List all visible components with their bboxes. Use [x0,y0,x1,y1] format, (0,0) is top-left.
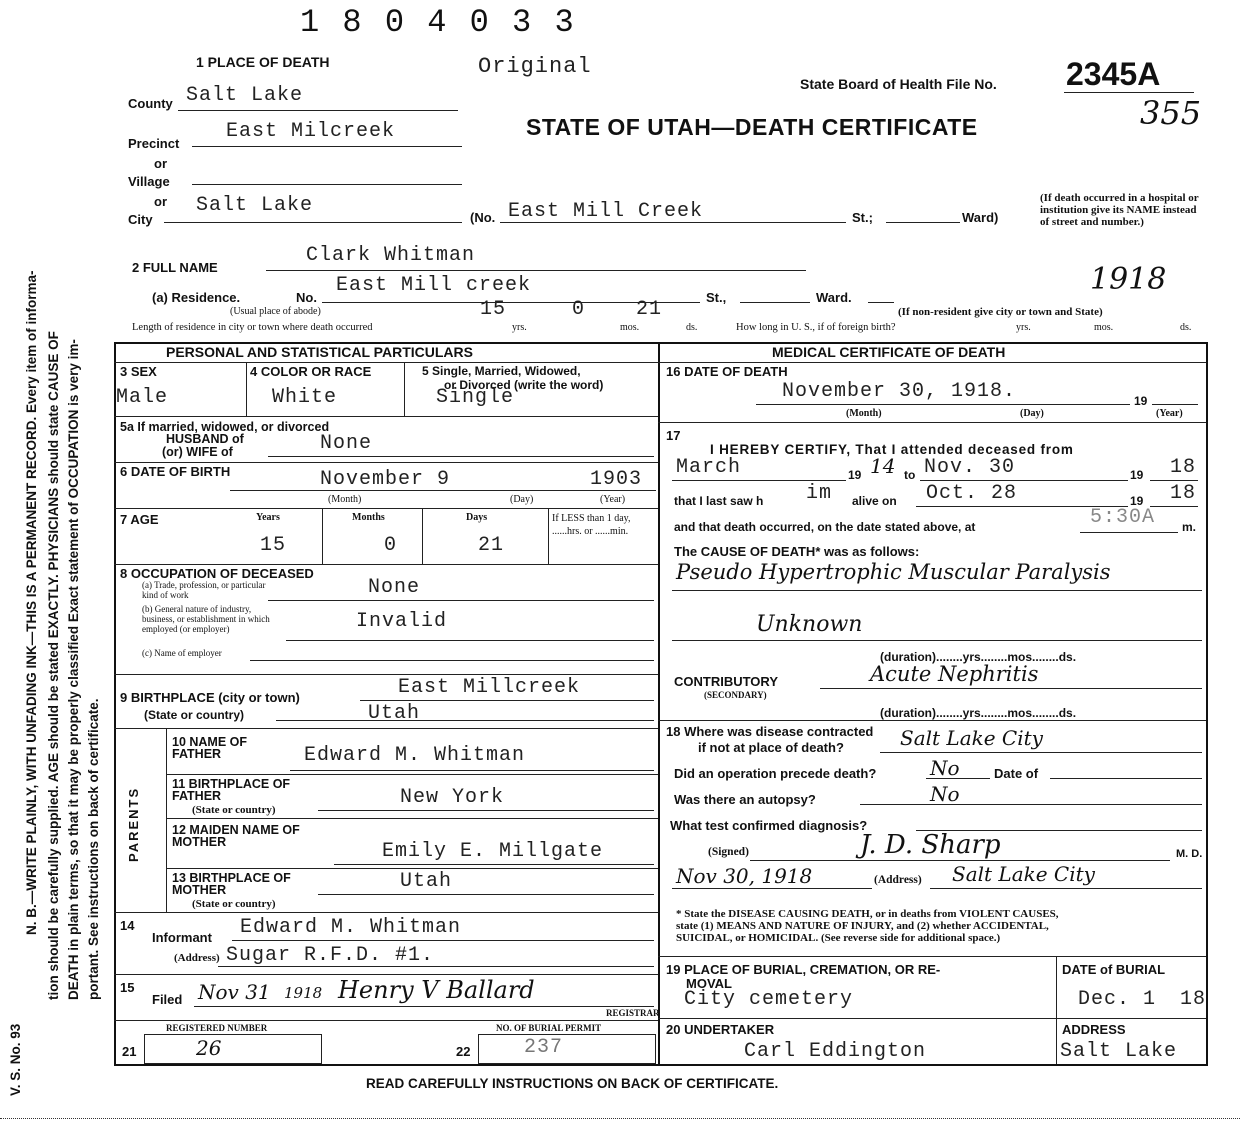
occupation-c-label: (c) Name of employer [142,648,222,658]
age-years-caption: Years [256,512,280,523]
date-of-death-value: November 30, 1918. [782,380,1017,403]
usual-place-caption: (Usual place of abode) [230,306,321,317]
father-label: 10 NAME OF FATHER [172,735,248,761]
city-label: City [128,212,153,227]
death-occurred-label: and that death occurred, on the date stated above, at [674,520,976,534]
from-19: 19 [848,468,862,482]
occupation-b-label: (b) General nature of industry, business, or establishment in which employed (or employer) [142,604,270,634]
undertaker-address-value: Salt Lake [1060,1040,1178,1063]
physician-signature: J. D. Sharp [860,830,1001,860]
cause-duration-line: (duration)........yrs........mos........ds. [880,650,1077,664]
contracted-label-2: if not at place of death? [698,740,844,755]
dob-year-caption: (Year) [600,494,626,505]
father-birthplace-label: 11 BIRTHPLACE OF FATHER [172,777,291,803]
father-value: Edward M. Whitman [304,744,526,767]
personal-heading: PERSONAL AND STATISTICAL PARTICULARS [166,344,473,360]
sidebar-instruction-line2: tion should be carefully supplied. AGE should be stated EXACTLY. PHYSICIANS should state CAUSE OF [46,331,61,1000]
residence-st-label: St., [706,290,727,305]
attended-from-year: 14 [870,454,896,478]
date-19: 19 [1134,394,1148,408]
burial-permit-label: NO. OF BURIAL PERMIT [496,1023,602,1033]
spouse-value: None [320,432,373,455]
item-17-label: 17 [666,428,681,443]
father-birthplace-caption: (State or country) [192,804,276,816]
informant-value: Edward M. Whitman [240,916,462,939]
margin-note: 355 [1140,94,1202,132]
age-days-caption: Days [466,512,488,523]
occupation-label: 8 OCCUPATION OF DECEASED [120,566,314,581]
autopsy-value: No [930,782,960,806]
time-m-label: m. [1182,520,1197,534]
attended-to: Nov. 30 [924,456,1016,479]
spouse-label-1: 5a If married, widowed, or divorced [120,420,330,434]
death-time: 5:30A [1090,506,1156,529]
occupation-a-label: (a) Trade, profession, or particular kind of work [142,580,266,600]
spouse-label-3: (or) WIFE of [162,445,233,459]
birthplace-state-label: (State or country) [144,708,245,722]
informant-address-label: (Address) [174,952,220,964]
test-label: What test confirmed diagnosis? [670,818,868,833]
us-ds-caption: ds. [1180,322,1192,333]
or-label-1: or [154,156,167,171]
length-days: 21 [636,298,663,321]
operation-value: No [930,756,960,780]
nonresident-note: (If non-resident give city or town and State) [898,306,1103,318]
footer-instructions: READ CAREFULLY INSTRUCTIONS ON BACK OF CERTIFICATE. [366,1076,779,1091]
sidebar-instruction-line1: N. B.—WRITE PLAINLY, WITH UNFADING INK—THIS IS A PERMANENT RECORD. Every item of informa- [24,270,39,935]
residence-label: (a) Residence. [152,290,241,305]
undertaker-value: Carl Eddington [744,1040,927,1063]
death-month-caption: (Month) [846,408,882,419]
undertaker-address-label: ADDRESS [1062,1022,1126,1037]
informant-number: 14 [120,918,135,933]
contracted-label-1: 18 Where was disease contracted [666,724,874,739]
length-ds-caption: ds. [686,322,698,333]
registered-number-value: 26 [196,1036,222,1060]
length-residence-label: Length of residence in city or town where death occurred [132,322,373,333]
us-yrs-caption: yrs. [1016,322,1031,333]
age-years: 15 [260,534,287,557]
registrar-signature: Henry V Ballard [338,976,535,1004]
sidebar-instruction-line4: portant. See instructions on back of certificate. [86,698,101,1000]
mother-label: 12 MAIDEN NAME OF MOTHER [172,823,300,849]
how-long-us-label: How long in U. S., if of foreign birth? [736,322,896,333]
certificate-title: STATE OF UTAH—DEATH CERTIFICATE [526,114,978,140]
spouse-label-2: HUSBAND of [166,432,244,446]
city-value: Salt Lake [196,194,314,217]
birthplace-city: East Millcreek [398,676,581,699]
dob-month-caption: (Month) [328,494,362,505]
hospital-note: (If death occurred in a hospital or institution give its NAME instead of street and number.) [1040,192,1199,228]
signed-date: Nov 30, 1918 [676,864,813,888]
last-saw-date: Oct. 28 [926,482,1018,505]
occupation-b-value: Invalid [356,610,448,633]
registrar-caption: REGISTRAR [606,1008,660,1018]
informant-address: Sugar R.F.D. #1. [226,944,435,967]
cause-duration: Unknown [756,612,863,637]
marital-label-2: or Divorced (write the word) [444,378,604,392]
file-number-label: State Board of Health File No. [800,76,997,92]
us-mos-caption: mos. [1094,322,1114,333]
filed-year: 1918 [284,984,323,1002]
operation-label: Did an operation precede death? [674,766,877,781]
color-value: White [272,386,338,409]
residence-ward-label: Ward. [816,290,852,305]
street-st-label: St.; [852,210,873,225]
physician-address-label: (Address) [874,874,922,886]
last-saw-label: that I last saw h [674,494,764,508]
alive-on-label: alive on [852,494,897,508]
full-name-label: 2 FULL NAME [132,260,218,275]
informant-label: Informant [152,930,212,945]
dob-year: 1903 [590,468,643,491]
burial-date-label: DATE of BURIAL [1062,962,1166,977]
cause-label: The CAUSE OF DEATH* was as follows: [674,544,920,559]
village-label: Village [128,174,170,189]
burial-date-value: Dec. 1 [1078,988,1157,1011]
dob-day-caption: (Day) [510,494,534,505]
birthplace-label: 9 BIRTHPLACE (city or town) [120,690,300,705]
cause-value: Pseudo Hypertrophic Muscular Paralysis [676,560,1111,584]
to-19: 19 [1130,468,1144,482]
burial-label-2: MOVAL [686,976,732,991]
contracted-value: Salt Lake City [900,726,1043,750]
signed-label: (Signed) [708,846,749,858]
footnote-line3: SUICIDAL, or HOMICIDAL. (See reverse side for additional space.) [676,932,1001,944]
residence-no-label: No. [296,290,317,305]
autopsy-label: Was there an autopsy? [674,792,816,807]
burial-place-value: City cemetery [684,988,854,1011]
footnote-line1: * State the DISEASE CAUSING DEATH, or in deaths from VIOLENT CAUSES, [676,908,1059,920]
mother-birthplace-label: 13 BIRTHPLACE OF MOTHER [172,871,291,897]
place-of-death-label: 1 PLACE OF DEATH [196,54,330,70]
residence-value: East Mill creek [336,274,532,297]
stamp-number: 1 8 0 4 0 3 3 [300,4,576,41]
age-days: 21 [478,534,505,557]
registered-number-box: 21 [122,1044,137,1059]
medical-heading: MEDICAL CERTIFICATE OF DEATH [772,344,1006,360]
sex-value: Male [116,386,169,409]
sidebar-instruction-line3: DEATH in plain terms, so that it may be properly classified Exact statement of OCCUPATION is very im- [66,339,81,1000]
attended-to-year: 18 [1170,456,1197,479]
length-months: 0 [572,298,586,321]
secondary-label: (SECONDARY) [704,690,767,700]
registered-number-label: REGISTERED NUMBER [166,1023,268,1033]
filed-date: Nov 31 [198,980,271,1004]
date-of-death-label: 16 DATE OF DEATH [666,364,788,379]
father-birthplace-value: New York [400,786,505,809]
age-label: 7 AGE [120,512,159,527]
contributory-label: CONTRIBUTORY [674,674,778,689]
filed-label: Filed [152,992,183,1007]
contributory-value: Acute Nephritis [870,662,1039,686]
footnote-line2: state (1) MEANS AND NATURE OF INJURY, and (2) whether ACCIDENTAL, [676,920,1049,932]
marital-value: Single [436,386,515,409]
death-day-caption: (Day) [1020,408,1044,419]
precinct-value: East Milcreek [226,120,396,143]
length-mos-caption: mos. [620,322,640,333]
last-saw-him: im [806,482,833,505]
last-saw-19: 19 [1130,494,1144,508]
to-label: to [904,468,916,482]
or-label-2: or [154,194,167,209]
death-year-caption: (Year) [1156,408,1183,419]
length-years: 15 [480,298,507,321]
occupation-a-value: None [368,576,421,599]
marital-label-1: 5 Single, Married, Widowed, [422,364,581,378]
ward-label: Ward) [962,210,999,225]
operation-date-label: Date of [994,766,1039,781]
precinct-label: Precinct [128,136,180,151]
parents-vertical-label: PARENTS [126,786,141,862]
filed-number: 15 [120,980,135,995]
last-saw-year: 18 [1170,482,1197,505]
less-than-caption: If LESS than 1 day, ......hrs. or ......min. [552,513,631,537]
county-label: County [128,96,173,111]
full-name-value: Clark Whitman [306,244,476,267]
md-label: M. D. [1176,848,1203,860]
year-note: 1918 [1090,262,1167,297]
county-value: Salt Lake [186,84,304,107]
physician-address: Salt Lake City [952,862,1095,886]
birthplace-state: Utah [368,702,421,725]
burial-permit-value: 237 [524,1036,564,1059]
attended-from: March [676,456,742,479]
contributory-duration-line: (duration)........yrs........mos........ds. [880,706,1077,720]
sex-label: 3 SEX [120,364,157,379]
age-months: 0 [384,534,398,557]
age-months-caption: Months [352,512,385,523]
burial-permit-box: 22 [456,1044,471,1059]
mother-birthplace-caption: (State or country) [192,898,276,910]
length-yrs-caption: yrs. [512,322,527,333]
street-value: East Mill Creek [508,200,704,223]
street-no-label: (No. [470,210,496,225]
mother-birthplace-value: Utah [400,870,453,893]
dob-label: 6 DATE OF BIRTH [120,464,231,479]
color-label: 4 COLOR OR RACE [250,364,372,379]
dob-month-day: November 9 [320,468,451,491]
sidebar-form-number: V. S. No. 93 [8,1023,23,1096]
original-stamp: Original [478,54,592,79]
burial-label-1: 19 PLACE OF BURIAL, CREMATION, OR RE- [666,962,941,977]
undertaker-label: 20 UNDERTAKER [666,1022,775,1037]
mother-value: Emily E. Millgate [382,840,604,863]
file-number: 2345A [1066,56,1161,92]
certify-statement: I HEREBY CERTIFY, That I attended deceased from [710,442,1074,457]
burial-year-value: 18 [1180,988,1207,1011]
